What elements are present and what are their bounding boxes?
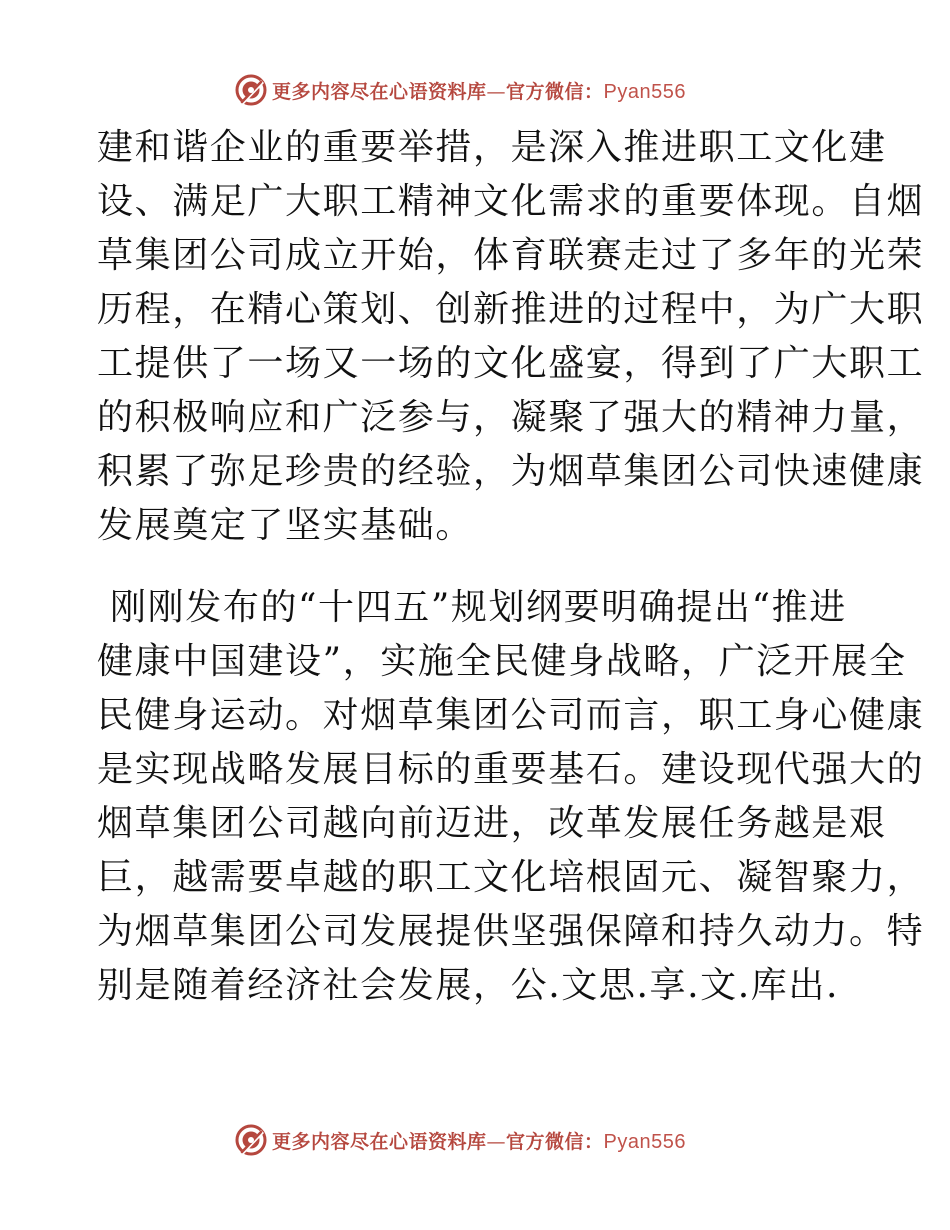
footer-banner-id: Pyan556 — [603, 1130, 686, 1153]
footer-banner — [234, 1122, 686, 1158]
text-line: 发展奠定了坚实基础。 — [97, 505, 474, 546]
text-line: 巨，越需要卓越的职工文化培根固元、凝智聚力， — [97, 857, 925, 898]
text-line: 民健身运动。对烟草集团公司而言，职工身心健康 — [97, 695, 925, 736]
paragraph-2 — [97, 581, 925, 1013]
text-line: 健康中国建设”，实施全民健身战略，广泛开展全 — [97, 641, 907, 682]
header-banner-separator: — — [486, 80, 507, 103]
footer-banner-main: 更多内容尽在心语资料库 — [272, 1130, 487, 1153]
pen-logo-icon — [234, 1123, 268, 1157]
header-banner-wechat: 官方微信： — [506, 80, 604, 103]
text-line: 积累了弥足珍贵的经验，为烟草集团公司快速健康 — [97, 451, 925, 492]
pen-logo-icon — [234, 73, 268, 107]
header-banner-id: Pyan556 — [603, 80, 686, 103]
paragraph-1 — [97, 121, 925, 553]
text-line: 建和谐企业的重要举措，是深入推进职工文化建 — [97, 127, 887, 168]
text-line: 为烟草集团公司发展提供坚强保障和持久动力。特 — [97, 911, 925, 952]
header-banner-main: 更多内容尽在心语资料库 — [272, 80, 487, 103]
text-line: 烟草集团公司越向前迈进，改革发展任务越是艰 — [97, 803, 887, 844]
text-line: 工提供了一场又一场的文化盛宴，得到了广大职工 — [97, 343, 925, 384]
text-line: 的积极响应和广泛参与，凝聚了强大的精神力量， — [97, 397, 925, 438]
document-body — [97, 121, 925, 1013]
footer-banner-separator: — — [486, 1130, 507, 1153]
text-line: 别是随着经济社会发展，公.文思.享.文.库出. — [97, 965, 840, 1006]
header-banner — [234, 72, 686, 108]
text-line: 设、满足广大职工精神文化需求的重要体现。自烟 — [97, 181, 925, 222]
paragraph-spacer — [97, 553, 857, 581]
text-line: 历程，在精心策划、创新推进的过程中，为广大职 — [97, 289, 925, 330]
footer-banner-text — [272, 1127, 686, 1154]
text-line: 是实现战略发展目标的重要基石。建设现代强大的 — [97, 749, 925, 790]
footer-banner-wechat: 官方微信： — [506, 1130, 604, 1153]
text-line: 刚刚发布的“十四五”规划纲要明确提出“推进 — [97, 587, 847, 628]
text-line: 草集团公司成立开始，体育联赛走过了多年的光荣 — [97, 235, 925, 276]
header-banner-text — [272, 77, 686, 104]
